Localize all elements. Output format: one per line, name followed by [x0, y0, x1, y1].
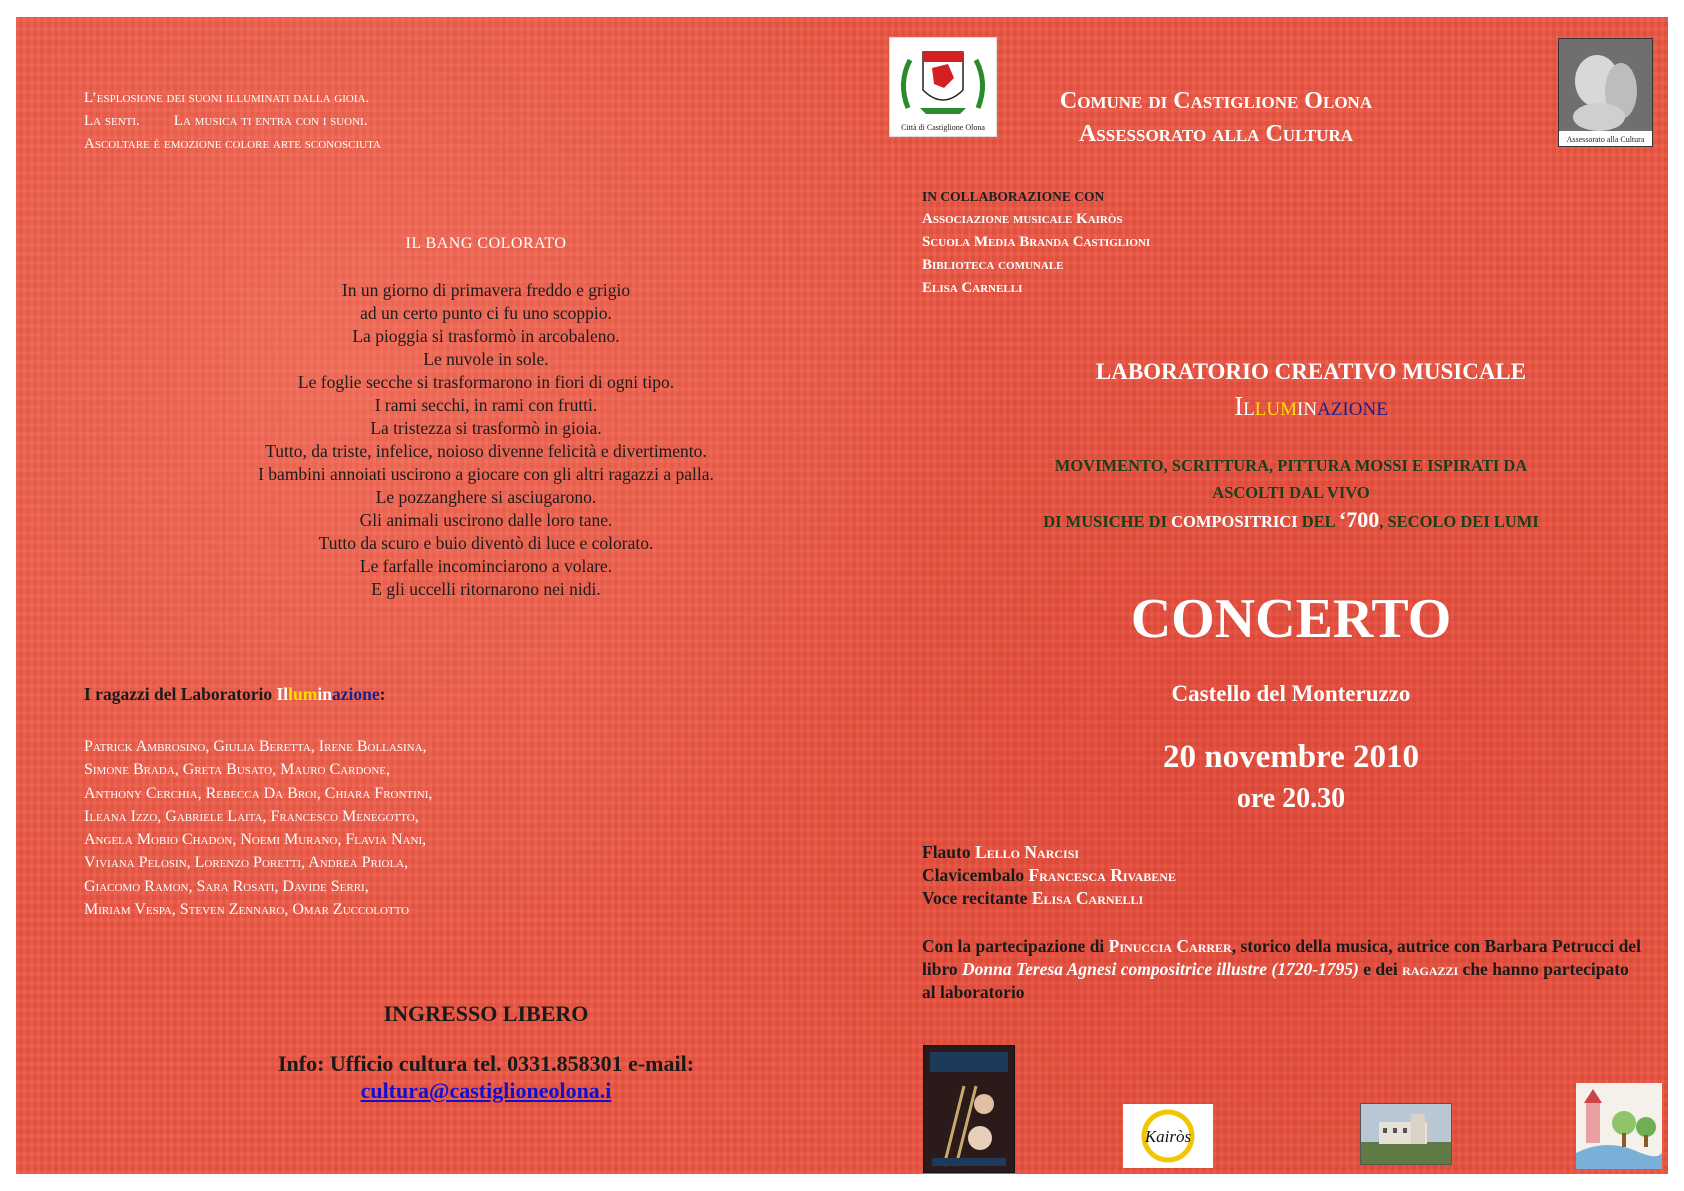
collab-item: Biblioteca comunale [922, 257, 1064, 273]
email-link[interactable]: cultura@castiglioneolona.i [360, 1078, 612, 1103]
kids-heading: I ragazzi del Laboratorio Illuminazione: [84, 684, 386, 704]
kids-line: Miriam Vespa, Steven Zennaro, Omar Zuccolotto [84, 901, 410, 919]
poem-line: La pioggia si trasformò in arcobaleno. [352, 326, 620, 346]
performer: Clavicembalo Francesca Rivabene [922, 865, 1176, 885]
movimento-text [976, 452, 1606, 535]
poem-line: E gli uccelli ritornarono nei nidi. [371, 579, 601, 599]
kairos-logo [1123, 1104, 1213, 1168]
kids-list [84, 735, 432, 921]
kids-line: Patrick Ambrosino, Giulia Beretta, Irene Bollasina, [84, 738, 427, 755]
city-crest-logo [889, 37, 997, 137]
comune-heading [1016, 85, 1416, 151]
castle-icon [1361, 1104, 1451, 1164]
poem-line: Tutto, da triste, infelice, noioso divenne felicità e divertimento. [265, 441, 707, 461]
intro-line: La senti. La musica ti entra con i suoni. [84, 113, 368, 129]
poem [126, 279, 846, 601]
intro-text [84, 87, 381, 156]
concerto-title: CONCERTO [1130, 588, 1452, 650]
event-date: 20 novembre 2010 [1162, 739, 1420, 775]
illuminazione-title: Illuminazione [1234, 391, 1388, 421]
poem-title: IL BANG COLORATO [405, 235, 567, 252]
assess-caption: Assessorato alla Cultura [1566, 135, 1645, 144]
performer: Flauto Lello Narcisi [922, 842, 1080, 862]
assessorato-logo [1558, 38, 1653, 147]
event-time: ore 20.30 [1236, 783, 1346, 814]
kids-line: Ileana Izzo, Gabriele Laita, Francesco Menegotto, [84, 807, 419, 825]
participation-text: Con la partecipazione di Pinuccia Carrer, storico della musica, autrice con Barbara Petrucci del libro Donna Teresa Agnesi compositrice illustre (1720-1795) e dei ragazzi che hanno partecipato al laboratorio [922, 936, 1641, 1002]
collaboration-block [922, 185, 1150, 300]
poster-image [923, 1045, 1015, 1173]
performer: Voce recitante Elisa Carnelli [922, 888, 1144, 908]
intro-line: Ascoltare è emozione colore arte sconosciuta [84, 136, 381, 152]
collab-intro: IN COLLABORAZIONE CON [922, 189, 1105, 204]
poem-line: ad un certo punto ci fu uno scoppio. [360, 303, 612, 323]
poem-line: Le pozzanghere si asciugarono. [375, 487, 597, 507]
children-drawing [1576, 1083, 1662, 1169]
poem-line: I bambini annoiati uscirono a giocare con gli altri ragazzi a palla. [258, 464, 714, 484]
poster-icon [924, 1046, 1014, 1172]
poem-line: La tristezza si trasformò in gioia. [370, 418, 602, 438]
crest-icon [890, 38, 996, 136]
drawing-icon [1576, 1083, 1662, 1169]
poem-line: I rami secchi, in rami con frutti. [374, 395, 598, 415]
movimento-line: DI MUSICHE DI COMPOSITRICI DEL ‘700, SECOLO DEI LUMI [1043, 507, 1539, 532]
comune-line: Assessorato alla Cultura [1078, 121, 1354, 147]
info-text: Info: Ufficio cultura tel. 0331.858301 e-mail: [277, 1051, 695, 1076]
kids-line: Angela Mobio Chadon, Noemi Murano, Flavia Nani, [84, 831, 427, 849]
collab-item: Scuola Media Branda Castiglioni [922, 234, 1151, 250]
ingresso-libero: INGRESSO LIBERO [383, 1001, 589, 1026]
castle-photo [1360, 1103, 1452, 1165]
intro-line: L’esplosione dei suoni illuminati dalla gioia. [84, 90, 370, 106]
movimento-line: ASCOLTI DAL VIVO [1212, 483, 1370, 502]
collab-item: Associazione musicale Kairòs [922, 211, 1123, 227]
info-block [136, 1050, 836, 1104]
movimento-line: MOVIMENTO, SCRITTURA, PITTURA MOSSI E ISPIRATI DA [1054, 456, 1528, 475]
kairos-icon [1123, 1104, 1213, 1168]
poem-line: Le farfalle incominciarono a volare. [359, 556, 613, 576]
flyer-sheet [16, 17, 1668, 1174]
collab-item: Elisa Carnelli [922, 280, 1023, 296]
poem-line: Le foglie secche si trasformarono in fiori di ogni tipo. [297, 372, 675, 392]
kids-line: Giacomo Ramon, Sara Rosati, Davide Serri, [84, 877, 369, 895]
poem-line: Tutto da scuro e buio diventò di luce e colorato. [318, 533, 654, 553]
kids-line: Anthony Cerchia, Rebecca Da Broi, Chiara Frontini, [84, 784, 433, 802]
kids-line: Simone Brada, Greta Busato, Mauro Cardone, [84, 761, 391, 779]
kids-line: Viviana Pelosin, Lorenzo Poretti, Andrea Priola, [84, 854, 409, 872]
poem-line: Le nuvole in sole. [423, 349, 549, 369]
lab-title: LABORATORIO CREATIVO MUSICALE [1095, 359, 1527, 384]
venue: Castello del Monteruzzo [1171, 681, 1411, 706]
poem-line: In un giorno di primavera freddo e grigio [341, 280, 631, 300]
comune-line: Comune di Castiglione Olona [1059, 88, 1373, 114]
poem-line: Gli animali uscirono dalle loro tane. [359, 510, 613, 530]
performers-list [922, 841, 1176, 910]
sculpture-icon [1559, 39, 1652, 146]
kairos-text: Kairòs [1144, 1127, 1192, 1146]
crest-caption: Città di Castiglione Olona [901, 123, 985, 132]
